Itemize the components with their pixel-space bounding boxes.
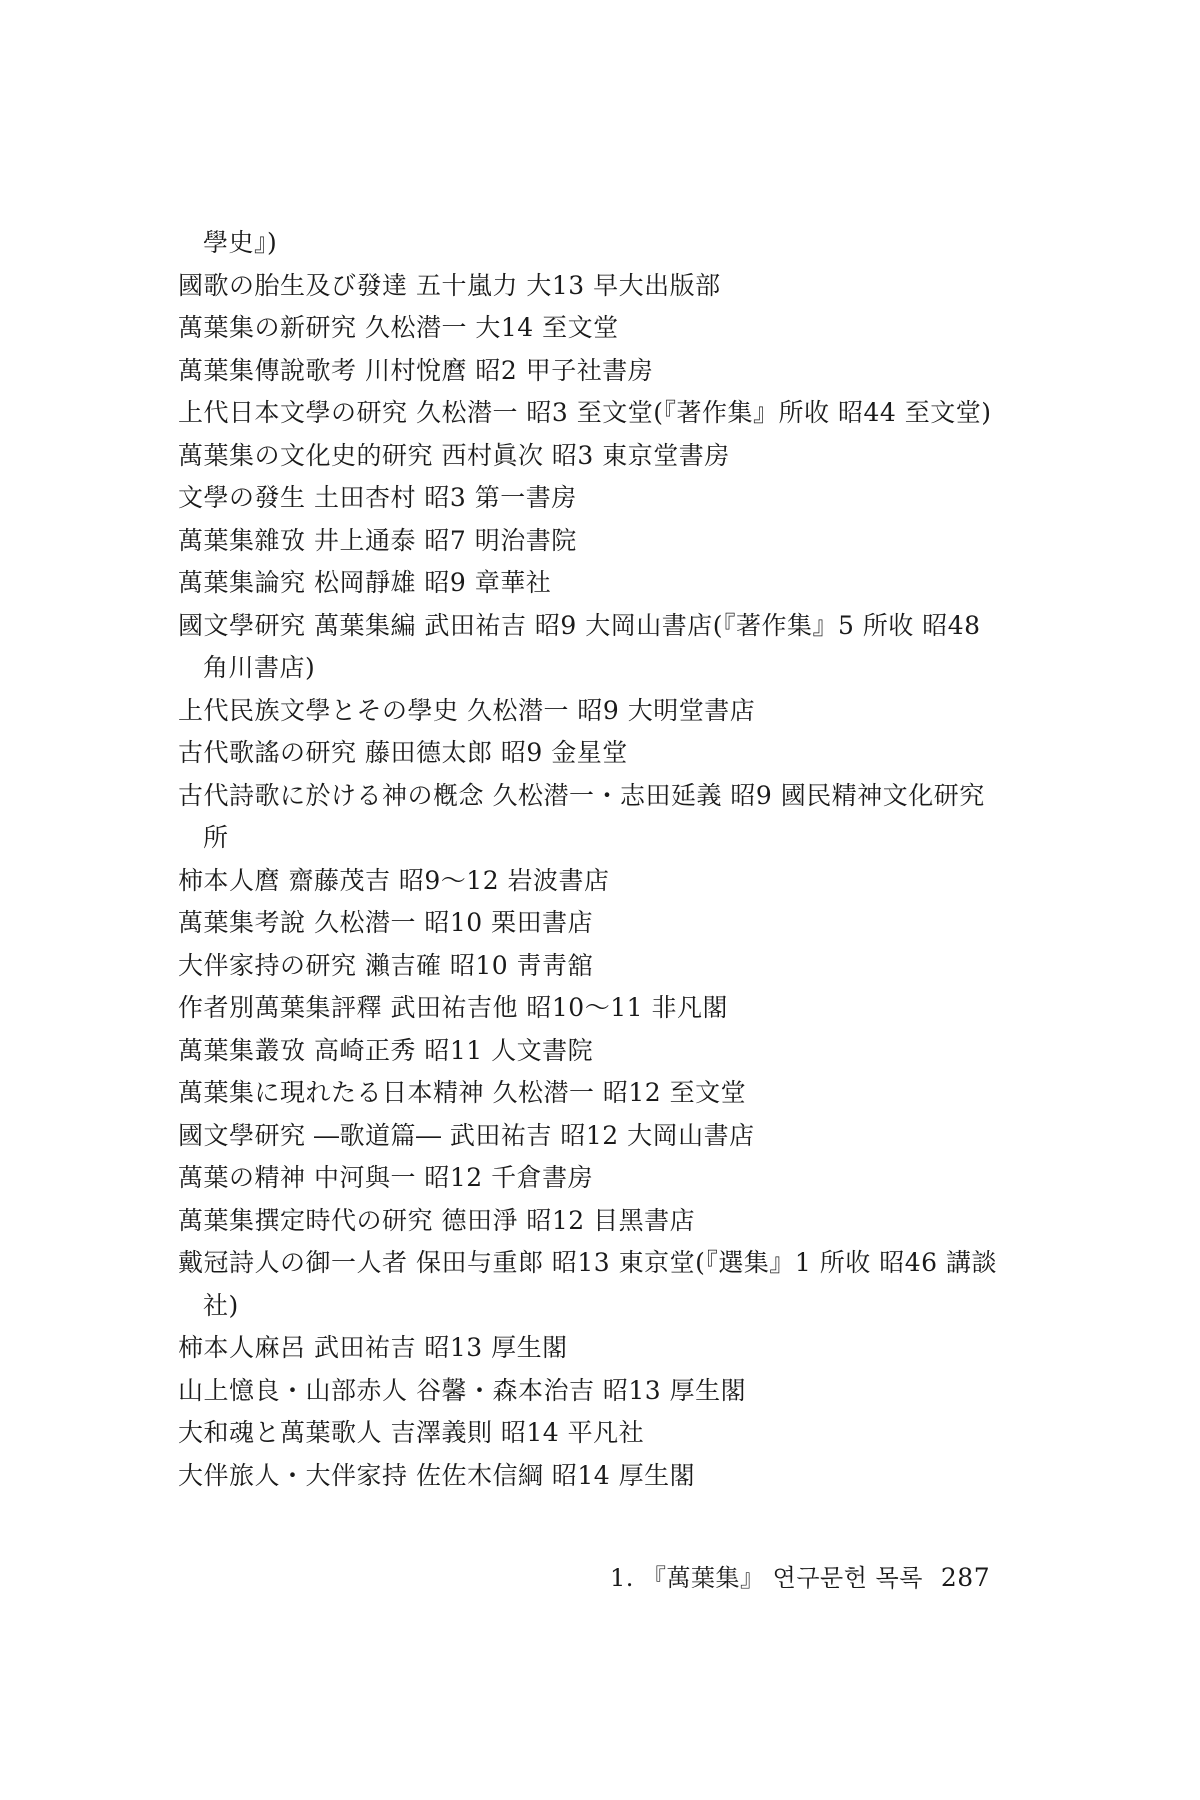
bibliography-entry: 上代民族文學とその學史 久松潜一 昭9 大明堂書店 bbox=[178, 695, 756, 725]
page-number: 287 bbox=[940, 1563, 991, 1592]
bibliography-entry: 大和魂と萬葉歌人 吉澤義則 昭14 平凡社 bbox=[178, 1418, 645, 1447]
bibliography-entry: 國文學研究 ―歌道篇― 武田祐吉 昭12 大岡山書店 bbox=[178, 1120, 755, 1150]
page-footer bbox=[610, 1558, 991, 1593]
bibliography-entry: 萬葉集考說 久松潜一 昭10 栗田書店 bbox=[178, 908, 594, 937]
bibliography-entry: 萬葉集論究 松岡靜雄 昭9 章華社 bbox=[178, 568, 552, 597]
running-footer-title: 1. 『萬葉集』 연구문헌 목록 bbox=[610, 1564, 923, 1592]
bibliography-entry: 萬葉集撰定時代の研究 德田淨 昭12 目黑書店 bbox=[178, 1205, 696, 1235]
bibliography-entry: 古代歌謠の研究 藤田德太郎 昭9 金星堂 bbox=[178, 738, 628, 767]
bibliography-list bbox=[178, 222, 1008, 1497]
bibliography-entry: 萬葉集雜攷 井上通泰 昭7 明治書院 bbox=[178, 525, 577, 555]
bibliography-entry: 萬葉集に現れたる日本精神 久松潜一 昭12 至文堂 bbox=[178, 1078, 747, 1107]
bibliography-entry: 文學の發生 土田杏村 昭3 第一書房 bbox=[178, 483, 577, 512]
bibliography-entry: 柿本人麿 齋藤茂吉 昭9〜12 岩波書店 bbox=[178, 865, 610, 895]
bibliography-entry: 柿本人麻呂 武田祐吉 昭13 厚生閣 bbox=[178, 1333, 568, 1362]
bibliography-entry: 萬葉集傳說歌考 川村悅麿 昭2 甲子社書房 bbox=[178, 355, 654, 385]
bibliography-entry: 大伴家持の研究 瀨吉確 昭10 靑靑舘 bbox=[178, 950, 594, 980]
bibliography-entry: 萬葉集の新研究 久松潜一 大14 至文堂 bbox=[178, 313, 619, 342]
bibliography-entry: 古代詩歌に於ける神の槪念 久松潜一・志田延義 昭9 國民精神文化研究所 bbox=[178, 780, 985, 852]
bibliography-entry: 山上憶良・山部赤人 谷馨・森本治吉 昭13 厚生閣 bbox=[178, 1375, 747, 1405]
bibliography-entry: 大伴旅人・大伴家持 佐佐木信綱 昭14 厚生閣 bbox=[178, 1460, 696, 1490]
bibliography-entry: 萬葉集叢攷 高崎正秀 昭11 人文書院 bbox=[178, 1035, 594, 1065]
bibliography-entry: 萬葉の精神 中河與一 昭12 千倉書房 bbox=[178, 1163, 594, 1192]
bibliography-entry: 國文學研究 萬葉集編 武田祐吉 昭9 大岡山書店(『著作集』5 所收 昭48 角川書店) bbox=[178, 610, 981, 682]
bibliography-entry: 上代日本文學の研究 久松潜一 昭3 至文堂(『著作集』所收 昭44 至文堂) bbox=[178, 398, 992, 427]
bibliography-entry: 學史』) bbox=[203, 228, 278, 257]
bibliography-entry: 作者別萬葉集評釋 武田祐吉他 昭10〜11 非凡閣 bbox=[178, 993, 728, 1022]
bibliography-entry: 國歌の胎生及び發達 五十嵐力 大13 早大出版部 bbox=[178, 270, 721, 300]
bibliography-entry: 萬葉集の文化史的研究 西村眞次 昭3 東京堂書房 bbox=[178, 440, 730, 470]
bibliography-entry: 戴冠詩人の御一人者 保田与重郞 昭13 東京堂(『選集』1 所收 昭46 講談社) bbox=[178, 1248, 997, 1320]
